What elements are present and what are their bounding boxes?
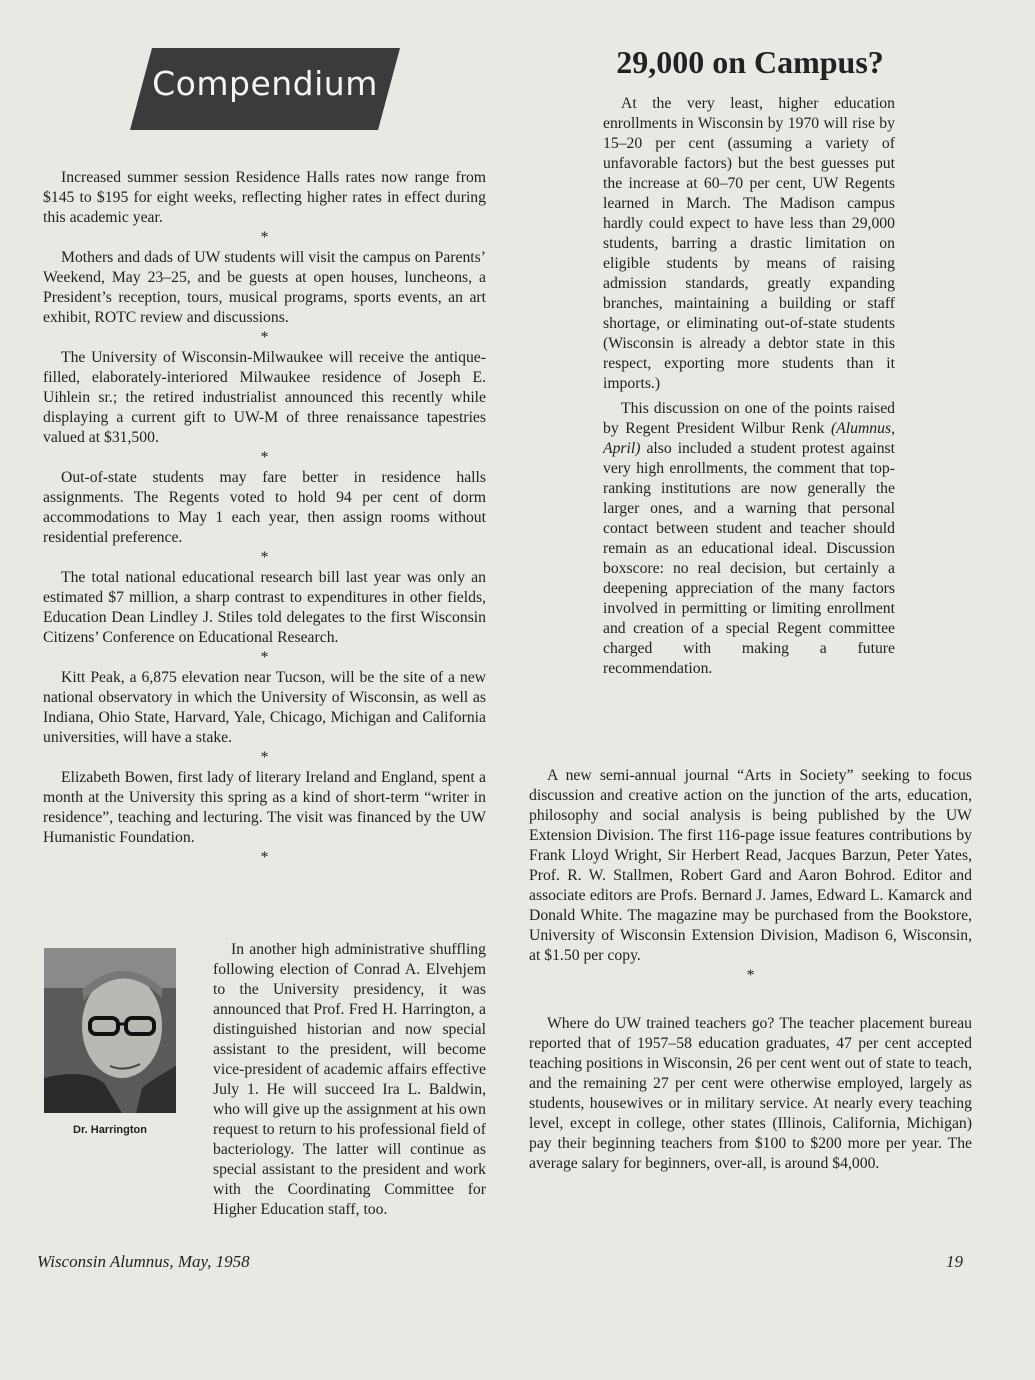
separator-asterisk: * bbox=[746, 967, 755, 984]
page-number: 19 bbox=[946, 1252, 963, 1271]
news-item: A new semi-annual journal “Arts in Society” seeking to focus discussion and creative action on the junction of the arts, education, philosophy and social analysis is being published by the UW Extension Division. The first 116-page issue features contributions by Frank Lloyd Wright, Sir Herbert Read, Jacques Barzun, Peter Yates, Prof. R. W. Stallmen, Robert Gard and Aaron Bohrod. Editor and associate editors are Profs. Bernard J. James, Edward L. Kamarck and Donald White. The magazine may be purchased from the Bookstore, University of Wisconsin Extension Division, Madison 6, Wisconsin, at $1.50 per copy. bbox=[529, 767, 972, 964]
separator-asterisk: * bbox=[260, 229, 269, 246]
right-bottom-column bbox=[529, 766, 972, 1174]
news-item: Mothers and dads of UW students will visit the campus on Parents’ Weekend, May 23–25, and be guests at open houses, luncheons, a President’s reception, tours, musical programs, sports events, an art exhibit, ROTC review and discussions. bbox=[43, 249, 486, 326]
harrington-article bbox=[213, 940, 486, 1220]
publication-footer: Wisconsin Alumnus, May, 1958 bbox=[37, 1252, 250, 1271]
news-item: The total national educational research bill last year was only an estimated $7 million, a sharp contrast to expenditures in other fields, Education Dean Lindley J. Stiles told delegates to the first Wisconsin Citizens’ Conference on Educational Research. bbox=[43, 569, 486, 646]
separator-asterisk: * bbox=[260, 449, 269, 466]
text-span: This discussion on one of the points raised by Regent President Wilbur Renk bbox=[603, 400, 895, 437]
photo-caption: Dr. Harrington bbox=[73, 1124, 147, 1136]
news-item: Kitt Peak, a 6,875 elevation near Tucson, will be the site of a new national observatory in which the University of Wisconsin, as well as Indiana, Ohio State, Harvard, Yale, Chicago, Michigan and California universities, will have a stake. bbox=[43, 669, 486, 746]
separator-asterisk: * bbox=[260, 549, 269, 566]
harrington-photo bbox=[44, 948, 176, 1113]
compendium-banner bbox=[130, 48, 400, 130]
left-column bbox=[43, 168, 486, 866]
citation: (Alumnus, April) bbox=[603, 420, 895, 457]
portrait-image bbox=[44, 948, 176, 1113]
text-span: also included a student protest against very high enrollments, the comment that top-ranking institutions are now generally the larger ones, and a warning that personal contact between student and teacher should remain as an educational ideal. Discussion boxscore: no real decision, but certainly a deepening appreciation of the many factors involved in permitting or limiting enrollment and creation of a special Regent committee charged with making a future recommendation. bbox=[603, 440, 895, 677]
separator-asterisk: * bbox=[260, 329, 269, 346]
article-paragraph: At the very least, higher education enrollments in Wisconsin by 1970 will rise by 15–20 per cent (assuming a variety of unfavorable factors) but the best guesses put the increase at 60–70 per cent, UW Regents learned in March. The Madison campus hardly could expect to have less than 29,000 students, barring a drastic limitation on eligible students by means of raising admission standards, greatly expanding branches, maintaining a building or staff shortage, or eliminating out-of-state students (Wisconsin is already a debtor state in this respect, exporting more students than it imports.) bbox=[603, 95, 895, 392]
article-headline: 29,000 on Campus? bbox=[616, 44, 884, 80]
news-item: Elizabeth Bowen, first lady of literary Ireland and England, spent a month at the University this spring as a kind of short-term “writer in residence”, teaching and lecturing. The visit was financed by the UW Humanistic Foundation. bbox=[43, 769, 486, 846]
news-item: Increased summer session Residence Halls rates now range from $145 to $195 for eight weeks, reflecting higher rates in effect during this academic year. bbox=[43, 169, 486, 226]
harrington-paragraph: In another high administrative shuffling following election of Conrad A. Elvehjem to the University presidency, it was announced that Prof. Fred H. Harrington, a distinguished historian and now special assistant to the president, will become vice-president of academic affairs effective July 1. He will succeed Ira L. Baldwin, who will give up the assignment at his own request to return to his professional field of bacteriology. The latter will continue as special assistant to the president and work with the Coordinating Committee for Higher Education staff, too. bbox=[213, 941, 486, 1218]
news-item: Where do UW trained teachers go? The teacher placement bureau reported that of 1957–58 education graduates, 47 per cent accepted teaching positions in Wisconsin, 26 per cent went out of state to teach, and the remaining 27 per cent were otherwise employed, largely as students, housewives or in military service. At nearly every teaching level, except in college, other states (Illinois, California, Michigan) pay their beginning teachers from $100 to $200 more per year. The average salary for beginners, over-all, is around $4,000. bbox=[529, 1015, 972, 1172]
campus-article bbox=[603, 94, 895, 684]
news-item: Out-of-state students may fare better in residence halls assignments. The Regents voted to hold 94 per cent of dorm accommodations to May 1 each year, then assign rooms without residential preference. bbox=[43, 469, 486, 546]
separator-asterisk: * bbox=[260, 749, 269, 766]
separator-asterisk: * bbox=[260, 649, 269, 666]
news-item: The University of Wisconsin-Milwaukee will receive the antique-filled, elaborately-interiored Milwaukee residence of Joseph E. Uihlein sr.; the retired industrialist announced this recently while displaying a current gift to UW-M of three renaissance tapestries valued at $31,500. bbox=[43, 349, 486, 446]
separator-asterisk: * bbox=[260, 849, 269, 866]
banner-title: Compendium bbox=[152, 64, 378, 103]
article-paragraph bbox=[603, 399, 895, 679]
